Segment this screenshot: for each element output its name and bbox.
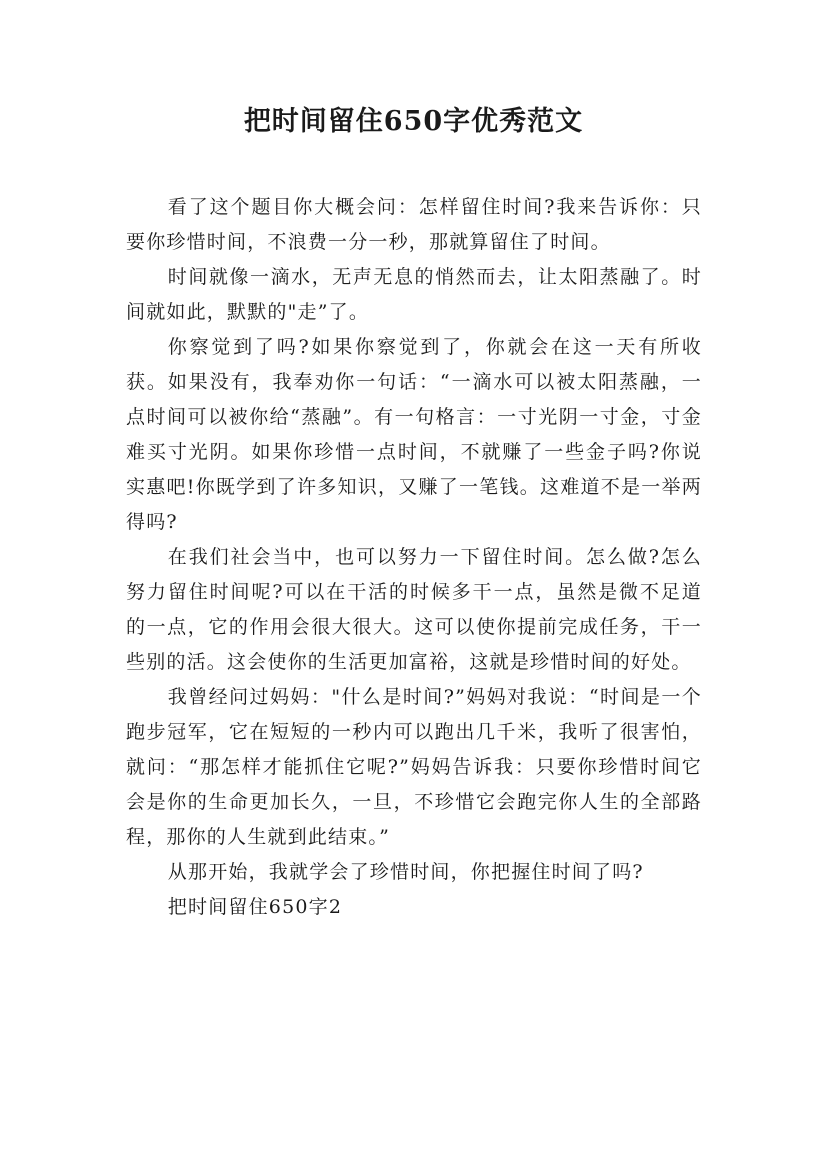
paragraph-4: 在我们社会当中，也可以努力一下留住时间。怎么做?怎么努力留住时间呢?可以在干活的时候多干一点，虽然是微不足道的一点，它的作用会很大很大。这可以使你提前完成任务，干一些别的活。这会使你的生活更加富裕，这就是珍惜时间的好处。 bbox=[126, 546, 702, 673]
paragraph-1: 看了这个题目你大概会问：怎样留住时间?我来告诉你：只要你珍惜时间，不浪费一分一秒，那就算留住了时间。 bbox=[126, 196, 702, 253]
paragraph-5: 我曾经问过妈妈："什么是时间?”妈妈对我说：“时间是一个跑步冠军，它在短短的一秒内可以跑出几千米，我听了很害怕，就问：“那怎样才能抓住它呢?”妈妈告诉我：只要你珍惜时间它会是你的生命更加长久，一旦，不珍惜它会跑完你人生的全部路程，那你的人生就到此结束。” bbox=[126, 686, 702, 848]
paragraph-7-section-heading: 把时间留住650字2 bbox=[167, 896, 343, 918]
paragraph-6: 从那开始，我就学会了珍惜时间，你把握住时间了吗? bbox=[167, 861, 644, 883]
paragraph-2: 时间就像一滴水，无声无息的悄然而去，让太阳蒸融了。时间就如此，默默的"走”了。 bbox=[126, 266, 702, 323]
document-title: 把时间留住650字优秀范文 bbox=[243, 106, 584, 137]
paragraph-3: 你察觉到了吗?如果你察觉到了，你就会在这一天有所收获。如果没有，我奉劝你一句话：“一滴水可以被太阳蒸融，一点时间可以被你给“蒸融”。有一句格言：一寸光阴一寸金，寸金难买寸光阴。如果你珍惜一点时间，不就赚了一些金子吗?你说实惠吧!你既学到了许多知识，又赚了一笔钱。这难道不是一举两得吗? bbox=[126, 336, 702, 533]
document-body bbox=[126, 190, 702, 925]
